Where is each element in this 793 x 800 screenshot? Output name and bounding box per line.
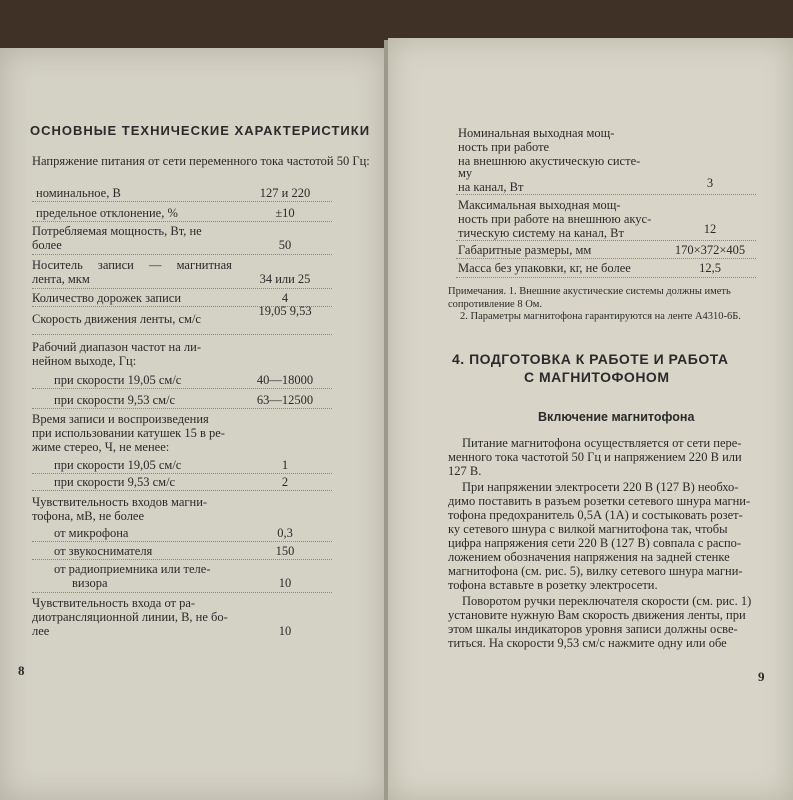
section-title: 4. ПОДГОТОВКА К РАБОТЕ И РАБОТА [452,351,729,367]
spec-label: нейном выходе, Гц: [32,354,137,368]
spec-value: 63—12500 [256,393,314,407]
row-divider [456,277,756,278]
row-divider [456,258,756,259]
row-divider [456,240,756,241]
spec-value: 1 [281,458,289,472]
row-divider [32,559,332,560]
spec-label: Время записи и воспроизведения [32,412,209,426]
spec-label: Масса без упаковки, кг, не более [458,261,631,275]
spec-value: 4 [281,291,289,305]
spec-label: при скорости 19,05 см/с [54,458,182,472]
spec-label: более [32,238,62,252]
spec-label: от микрофона [54,526,129,540]
spec-value: ±10 [275,206,295,220]
spec-value: 10 [278,576,292,590]
spec-label: тическую систему на канал, Вт [458,226,624,240]
spec-label: ность при работе на внешнюю акус- [458,212,652,226]
paragraph-line: тофона вставьте в розетку электросети. [448,578,658,592]
paragraph-line: этом шкалы индикаторов уровня записи должны осве- [448,622,738,636]
row-divider [32,592,332,593]
spec-label: при скорости 9,53 см/с [54,475,176,489]
paragraph-line: тофона предохранитель 0,5А (1А) и состыковать розет- [448,508,743,522]
spec-value: 3 [706,176,714,190]
spec-label: предельное отклонение, % [36,206,178,220]
spec-label: на канал, Вт [458,180,524,194]
notes-line: Примечания. 1. Внешние акустические системы должны иметь [448,286,731,297]
spec-label: Рабочий диапазон частот на ли- [32,340,201,354]
spec-value: 12,5 [699,261,721,275]
spec-label: Напряжение питания от сети переменного тока частотой 50 Гц: [32,154,370,168]
spec-label: Скорость движения ленты, см/с [32,312,201,326]
spec-label: номинальное, В [36,186,121,200]
row-divider [32,254,332,255]
section-title: С МАГНИТОФОНОМ [524,369,670,385]
spec-label: Чувствительность входа от ра- [32,596,196,610]
spec-label: Количество дорожек записи [32,291,182,305]
row-divider [32,388,332,389]
page-number-right: 9 [758,669,765,684]
spec-label: при скорости 19,05 см/с [54,373,182,387]
paragraph-line: димо поставить в разъем розетки сетевого шнура магни- [448,494,751,508]
row-divider [32,201,332,202]
spec-label: жиме стерео, Ч, не менее: [32,440,170,454]
spec-label: Максимальная выходная мощ- [458,198,621,212]
spec-label: лента, мкм [32,272,90,286]
spec-label: Номинальная выходная мощ- [458,126,615,140]
spec-label: Габаритные размеры, мм [458,243,592,257]
page-number-left: 8 [18,663,25,678]
paragraph-line: цифра напряжения сети 220 В (127 В) совпала с распо- [448,536,742,550]
spec-value: 2 [281,475,289,489]
paragraph-line: установите нужную Вам скорость движения ленты, при [448,608,746,622]
spec-label: диотрансляционной линии, В, не бо- [32,610,228,624]
spec-label: на внешнюю акустическую систе- [458,154,641,168]
paragraph-line: менного тока частотой 50 Гц и напряжением 220 В или [448,450,742,464]
spec-value: 150 [275,544,295,558]
spec-value: 50 [278,238,292,252]
spec-label: визора [72,576,108,590]
paragraph-line: титься. На скорости 9,53 см/с нажмите одну или обе [448,636,727,650]
specs-title: ОСНОВНЫЕ ТЕХНИЧЕСКИЕ ХАРАКТЕРИСТИКИ [30,123,371,138]
spec-label: лее [32,624,50,638]
spec-value: 19,05 9,53 [258,304,312,318]
spec-value: 170×372×405 [674,243,746,257]
spec-label: от радиоприемника или теле- [54,562,211,576]
spec-label: тофона, мВ, не более [32,509,145,523]
notes-line: 2. Параметры магнитофона гарантируются на ленте А4310-6Б. [460,311,741,322]
spec-value: 40—18000 [256,373,314,387]
spec-label: при использовании катушек 15 в ре- [32,426,225,440]
spec-value: 12 [703,222,717,236]
spec-value: 0,3 [277,526,293,540]
spec-label: ность при работе [458,140,550,154]
paragraph-line: 127 В. [448,464,482,478]
spec-label: му [458,166,473,180]
paragraph-line: Питание магнитофона осуществляется от сети пере- [462,436,742,450]
spec-value: 34 или 25 [259,272,311,286]
paragraph-line: ложением обозначения напряжения на задней стенке [448,550,730,564]
paragraph-line: При напряжении электросети 220 В (127 В) необхо- [462,480,739,494]
spec-label: Носитель записи — магнитная [32,258,232,272]
row-divider [32,408,332,409]
paragraph-line: Поворотом ручки переключателя скорости (см. рис. 1) [462,594,752,608]
spec-label: при скорости 9,53 см/с [54,393,176,407]
row-divider [456,194,756,195]
subsection-title: Включение магнитофона [538,410,695,424]
spec-value: 127 и 220 [259,186,311,200]
spec-label: Чувствительность входов магни- [32,495,208,509]
spec-label: Потребляемая мощность, Вт, не [32,224,202,238]
row-divider [32,541,332,542]
spec-label: от звукоснимателя [54,544,153,558]
notes-line: сопротивление 8 Ом. [448,299,543,310]
row-divider [32,334,332,335]
spec-value: 10 [278,624,292,638]
paragraph-line: магнитофона (см. рис. 5), вилку сетевого шнура магни- [448,564,743,578]
row-divider [32,473,332,474]
row-divider [32,221,332,222]
paragraph-line: ку сетевого шнура с вилкой магнитофона так, чтобы [448,522,728,536]
row-divider [32,490,332,491]
row-divider [32,288,332,289]
